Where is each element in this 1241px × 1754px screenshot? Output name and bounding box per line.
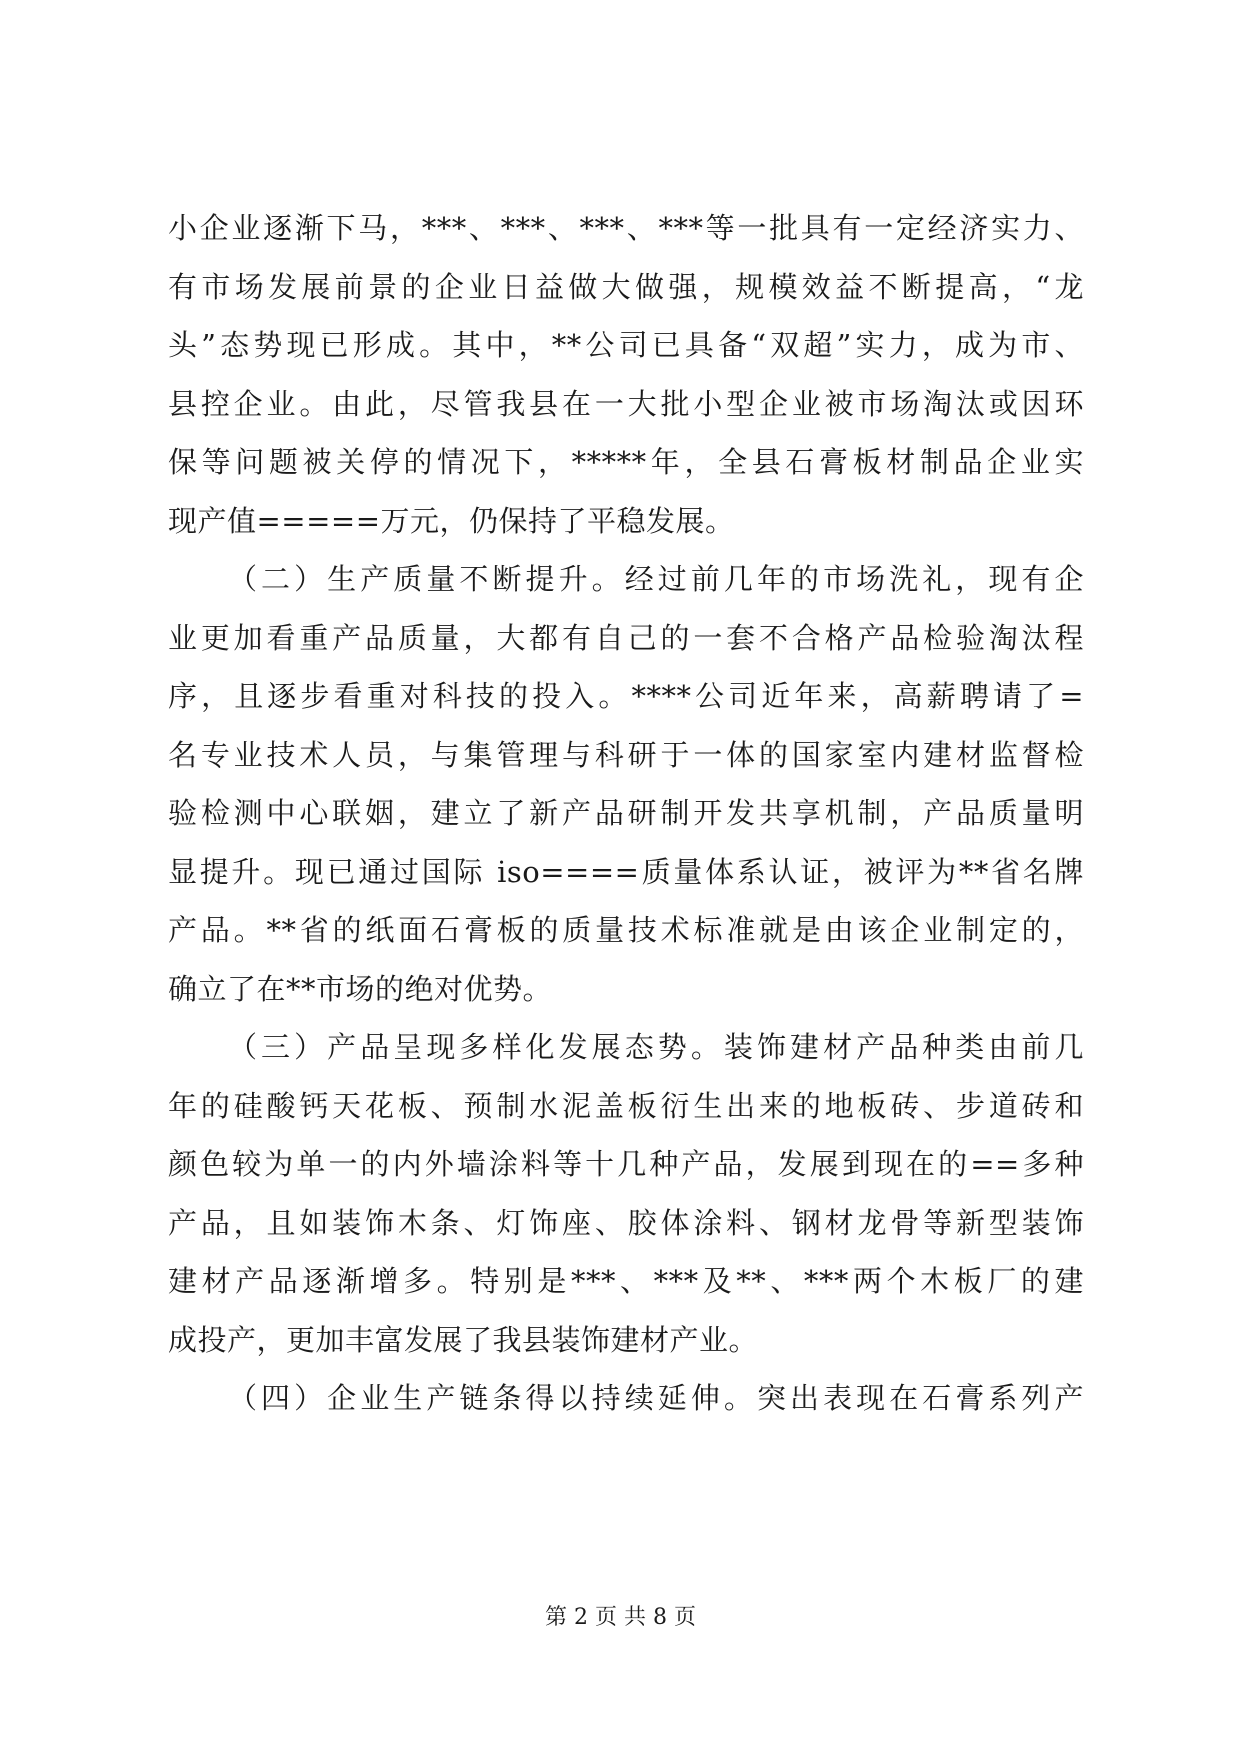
text-line: 颜色较为单一的内外墙涂料等十几种产品，发展到现在的==多种 [168,1147,1084,1181]
text-line: 小企业逐渐下马，***、***、***、***等一批具有一定经济实力、 [168,211,1084,245]
text-line: （三）产品呈现多样化发展态势。装饰建材产品种类由前几 [228,1030,1084,1064]
body-text [168,199,1084,1428]
text-line: 名专业技术人员，与集管理与科研于一体的国家室内建材监督检 [168,737,1084,772]
text-line: 验检测中心联姻，建立了新产品研制开发共享机制，产品质量明 [168,796,1084,830]
text-line: 现产值=====万元，仍保持了平稳发展。 [168,503,735,538]
text-line: （二）生产质量不断提升。经过前几年的市场洗礼，现有企 [228,562,1084,596]
text-line: 有市场发展前景的企业日益做大做强，规模效益不断提高，“龙 [168,269,1084,304]
text-line: 序，且逐步看重对科技的投入。****公司近年来，高薪聘请了= [168,679,1084,713]
text-line: 业更加看重产品质量，大都有自己的一套不合格产品检验淘汰程 [168,620,1084,655]
text-line: 产品，且如装饰木条、灯饰座、胶体涂料、钢材龙骨等新型装饰 [168,1205,1084,1240]
text-line: 县控企业。由此，尽管我县在一大批小型企业被市场淘汰或因环 [168,386,1084,421]
text-line: 产品。**省的纸面石膏板的质量技术标准就是由该企业制定的， [168,913,1084,947]
text-line: 成投产，更加丰富发展了我县装饰建材产业。 [168,1322,759,1357]
text-line: 年的硅酸钙天花板、预制水泥盖板衍生出来的地板砖、步道砖和 [168,1088,1084,1123]
text-line: 建材产品逐渐增多。特别是***、***及**、***两个木板厂的建 [168,1264,1084,1298]
text-line: 确立了在**市场的绝对优势。 [168,971,553,1006]
text-line: （四）企业生产链条得以持续延伸。突出表现在石膏系列产 [228,1381,1084,1415]
text-line: 保等问题被关停的情况下，*****年，全县石膏板材制品企业实 [168,445,1084,479]
text-line: 显提升。现已通过国际 iso====质量体系认证，被评为**省名牌 [168,854,1084,889]
text-line: 头”态势现已形成。其中，**公司已具备“双超”实力，成为市、 [168,328,1084,362]
page-footer: 第 2 页 共 8 页 [545,1605,696,1630]
